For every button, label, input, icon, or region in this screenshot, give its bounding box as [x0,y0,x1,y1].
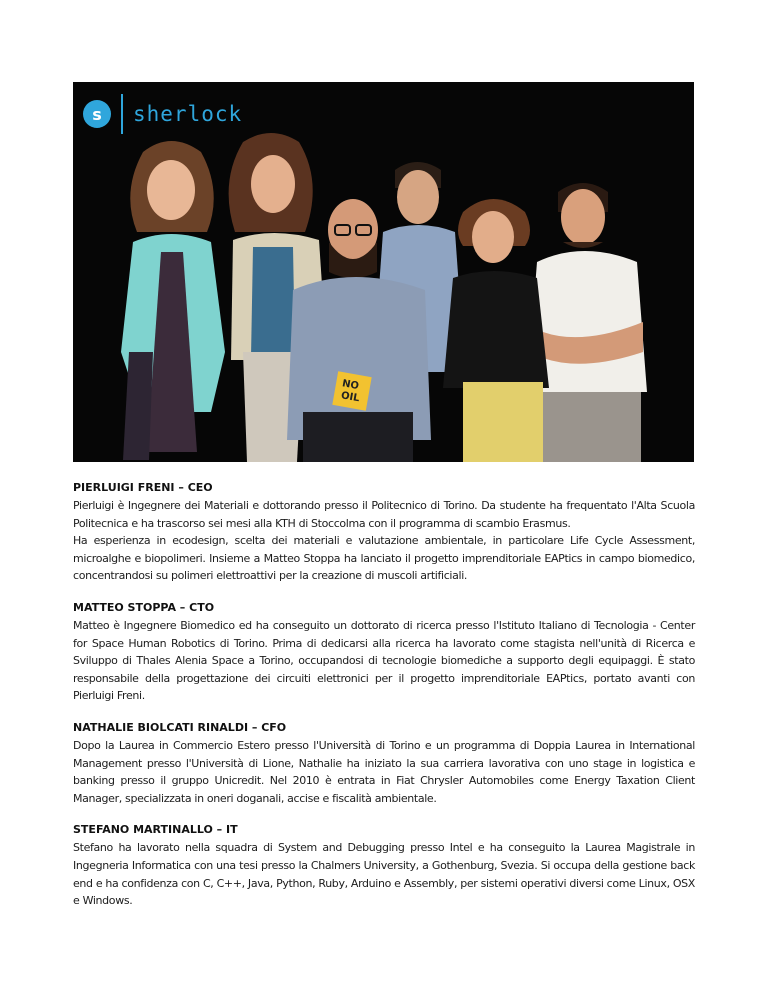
bio-heading: PIERLUIGI FRENI – CEO [73,481,213,494]
sign-line-2: OIL [340,390,361,405]
person-5 [443,199,549,462]
bio-paragraph: Ha esperienza in ecodesign, scelta dei materiali e valutazione ambientale, in particolare Life Cycle Assessment, microalghe e biopolimeri. Insieme a Matteo Stoppa ha lanciato il progetto imprenditoriale EAPtics in campo biomedico, concentrandosi su polimeri elettroattivi per la creazione di muscoli artificiali. [73,534,695,583]
person-1 [121,141,225,460]
bio-heading: MATTEO STOPPA – CTO [73,600,215,614]
bio-matteo-stoppa [73,598,695,705]
person-6 [527,183,647,462]
team-photo-illustration [73,82,694,462]
bio-heading: NATHALIE BIOLCATI RINALDI – CFO [73,720,287,734]
bio-pierluigi-freni [73,478,695,585]
bio-nathalie-biolcati-rinaldi [73,718,695,807]
bio-stefano-martinallo [73,820,695,909]
bio-paragraph: Matteo è Ingegnere Biomedico ed ha conseguito un dottorato di ricerca presso l'Istituto Italiano di Tecnologia - Center for Space Human Robotics di Torino. Prima di dedicarsi alla ricerca ha lavorato come stagista nell'unità di Ricerca e Sviluppo di Thales Alenia Space a Torino, occupandosi di tecnologie biomediche a supporto degli equipaggi. È stato responsabile della progettazione dei circuiti elettronici per il progetto imprenditoriale EAPtics, portato avanti con Pierluigi Freni. [73,618,695,703]
bio-paragraph: Dopo la Laurea in Commercio Estero presso l'Università di Torino e un programma di Doppia Laurea in International Management presso l'Università di Lione, Nathalie ha iniziato la sua carriera lavorativa con uno stage in logistica e banking presso il gruppo Unicredit. Nel 2010 è entrata in Fiat Chrysler Automobiles come Energy Taxation Client Manager, specializzata in oneri doganali, accise e fiscalità ambientale. [73,738,695,805]
team-photo [73,82,694,462]
bio-paragraph: Stefano ha lavorato nella squadra di System and Debugging presso Intel e ha conseguito la Laurea Magistrale in Ingegneria Informatica con una tesi presso la Chalmers University, a Gothenburg, Svezia. Si occupa della gestione back end e ha confidenza con C, C++, Java, Python, Ruby, Arduino e Assembly, per sistemi operativi diversi come Linux, OSX e Windows. [73,841,695,908]
bio-heading: STEFANO MARTINALLO – IT [73,823,238,837]
logo-mark-icon: s [83,100,111,128]
logo-divider [121,94,123,134]
sherlock-logo [83,94,242,134]
logo-text: sherlock [133,102,243,126]
sign-line-1: NO [341,378,360,393]
bio-paragraph: Pierluigi è Ingegnere dei Materiali e dottorando presso il Politecnico di Torino. Da studente ha frequentato l'Alta Scuola Politecnica e ha trascorso sei mesi alla KTH di Stoccolma con il programma di scambio Erasmus. [73,499,695,530]
team-bios [73,478,695,923]
